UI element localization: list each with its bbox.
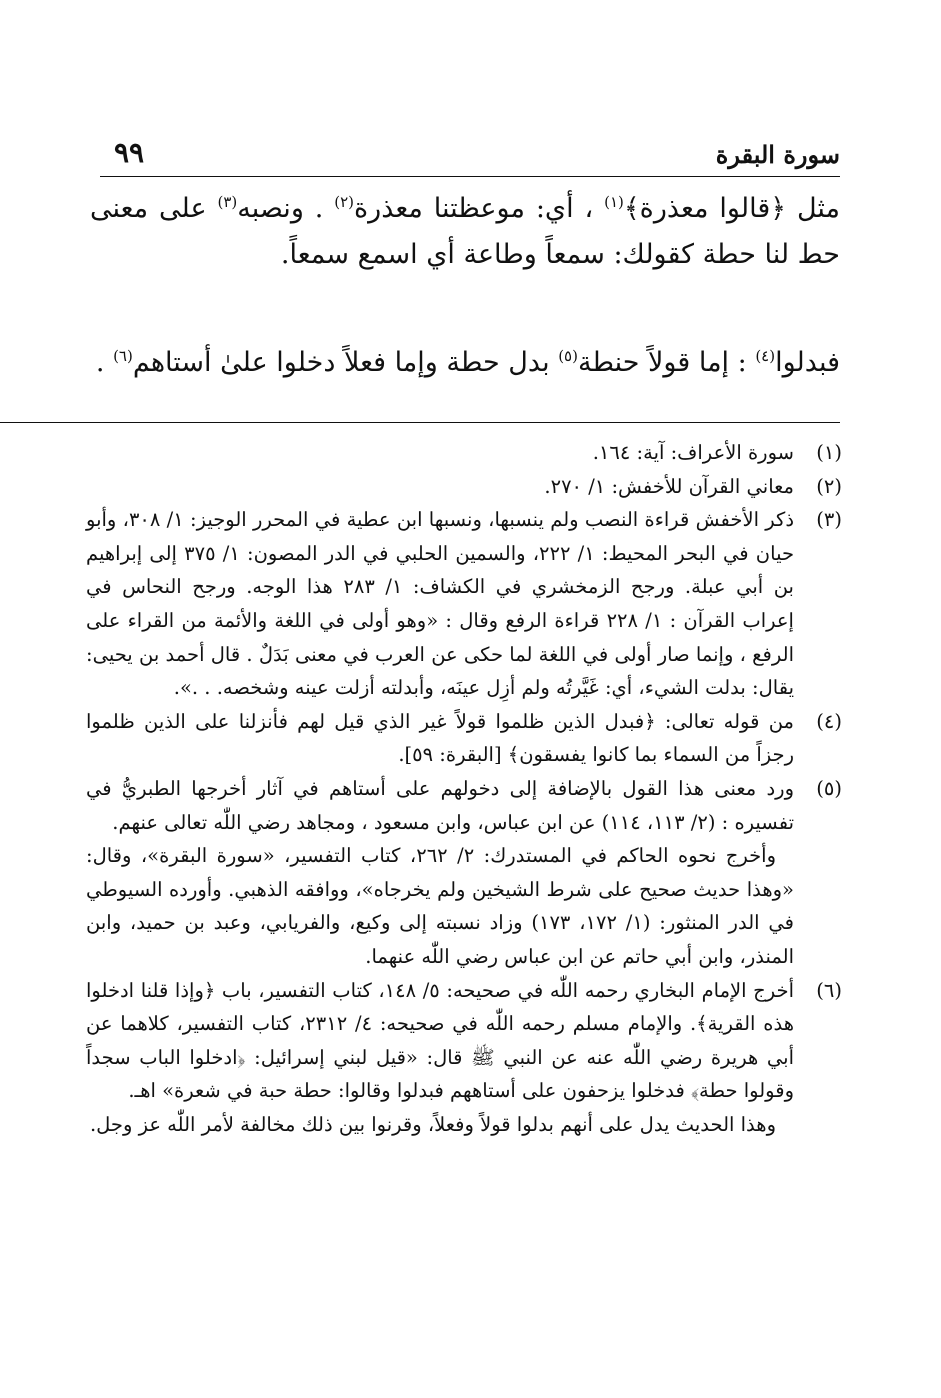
footnote-body: [86, 470, 794, 504]
footnote-body: [86, 705, 794, 772]
footnote-text: ذكر الأخفش قراءة النصب ولم ينسبها، ونسبها ابن عطية في المحرر الوجيز: ١/ ٣٠٨، وأبو حيان في البحر المحيط: ١/ ٢٢٢، والسمين الحلبي في الدر المصون: ١/ ٣٧٥ إلى إبراهيم بن أبي عبلة. ورجح الزمخشري في الكشاف: ١/ ٢٨٣ هذا الوجه. ورجح النحاس في إعراب القرآن : ١/ ٢٢٨ قراءة الرفع وقال : «وهو أولى في اللغة والأئمة من القراء على الرفع ، وإنما صار أولى في اللغة لما حكى عن العرب في معنى بَدَلٌ . قال أحمد بن يحيى: يقال: بدلت الشيء، أي: غَيَّرتُه ولم أزِل عينَه، وأبدلته أزلت عينه وشخصه. . .».: [86, 508, 795, 700]
footnote-number: (١): [816, 441, 842, 464]
footnote-body: [86, 772, 794, 974]
text-segment: مثل ﴿قالوا معذرة﴾: [623, 193, 840, 224]
footnote-number: (٤): [816, 709, 842, 733]
footnote-text: ورد معنى هذا القول بالإضافة إلى دخولهم على أستاهم في آثار أخرجها الطبريُّ في تفسيره : (٢/ ١١٣، ١١٤) عن ابن عباس، وابن مسعود ، ومجاهد رضي اللّٰه تعالى عنهم.: [86, 776, 794, 834]
footnote-body: [86, 974, 794, 1142]
main-text: [90, 186, 840, 386]
footnote-number: (٥): [816, 776, 842, 800]
footnotes: [86, 436, 842, 1141]
footnote-text: أخرج الإمام البخاري رحمه اللّٰه في صحيحه: ٥/ ١٤٨، كتاب التفسير، باب ﴿وإذا قلنا ادخلوا هذه القرية﴾. والإمام مسلم رحمه اللّٰه في صحيحه: ٤/ ٢٣١٢، كتاب التفسير، كلاهما عن أبي هريرة رضي اللّٰه عنه عن النبي ﷺ قال: «قيل لبني إسرائيل: ﴿ادخلوا الباب سجداً وقولوا حطة﴾ فدخلوا يزحفون على أستاههم فبدلوا وقالوا: حطة حبة في شعرة» اهـ.: [86, 978, 794, 1103]
text-segment: : إما قولاً حنطة: [577, 347, 756, 378]
footnote-body: [86, 503, 794, 705]
text-segment: على معنى حط لنا حطة كقولك: سمعاً وطاعة أي اسمع سمعاً.: [90, 193, 840, 270]
footnote-3: [86, 503, 842, 705]
surah-name: سورة البقرة: [715, 140, 840, 169]
footnote-ref-1: (١): [604, 193, 624, 211]
footnote-2: [86, 470, 842, 504]
main-paragraph-2: [90, 340, 840, 386]
page-header: [100, 132, 840, 177]
footnote-text: وهذا الحديث يدل على أنهم بدلوا قولاً وفعلاً، وقرنوا بين ذلك مخالفة لأمر اللّٰه عز وجل.: [89, 1112, 776, 1136]
footnote-divider: [0, 422, 840, 423]
text-segment: ، أي: موعظتنا معذرة: [354, 193, 605, 224]
footnote-ref-2: (٢): [334, 193, 355, 211]
footnote-body: [86, 436, 794, 470]
footnote-ref-4: (٤): [755, 347, 776, 365]
text-segment: بدل حطة وإما فعلاً دخلوا علىٰ أستاهم: [132, 347, 559, 378]
footnote-4: [86, 705, 842, 772]
footnote-text: معاني القرآن للأخفش: ١/ ٢٧٠.: [544, 474, 794, 498]
footnote-text: سورة الأعراف: آية: ١٦٤.: [592, 441, 794, 464]
footnote-1: [86, 436, 842, 470]
footnote-number: (٣): [816, 508, 842, 532]
text-segment: فبدلوا: [775, 347, 840, 378]
main-paragraph-1: [90, 186, 840, 278]
footnote-ref-5: (٥): [558, 347, 578, 365]
footnote-5: [86, 772, 842, 974]
text-segment: .: [95, 347, 114, 378]
footnote-ref-6: (٦): [113, 347, 133, 365]
footnote-text: من قوله تعالى: ﴿فبدل الذين ظلموا قولاً غير الذي قيل لهم فأنزلنا على الذين ظلموا رجزاً من السماء بما كانوا يفسقون﴾ [البقرة: ٥٩].: [86, 709, 794, 767]
text-segment: . ونصبه: [237, 193, 335, 224]
footnote-ref-3: (٣): [217, 193, 238, 211]
footnote-6: [86, 974, 842, 1142]
footnote-text: وأخرج نحوه الحاكم في المستدرك: ٢/ ٢٦٢، كتاب التفسير، «سورة البقرة»، وقال: «وهذا حديث صحيح على شرط الشيخين ولم يخرجاه»، ووافقه الذهبي. وأورده السيوطي في الدر المنثور: (١/ ١٧٢، ١٧٣) وزاد نسبته إلى وكيع، والفريابي، وعبد بن حميد، وابن المنذر، وابن أبي حاتم عن ابن عباس رضي اللّٰه عنهما.: [86, 844, 794, 968]
footnote-number: (٦): [816, 978, 842, 1002]
footnote-number: (٢): [816, 474, 842, 498]
page-number: ٩٩: [114, 136, 145, 169]
